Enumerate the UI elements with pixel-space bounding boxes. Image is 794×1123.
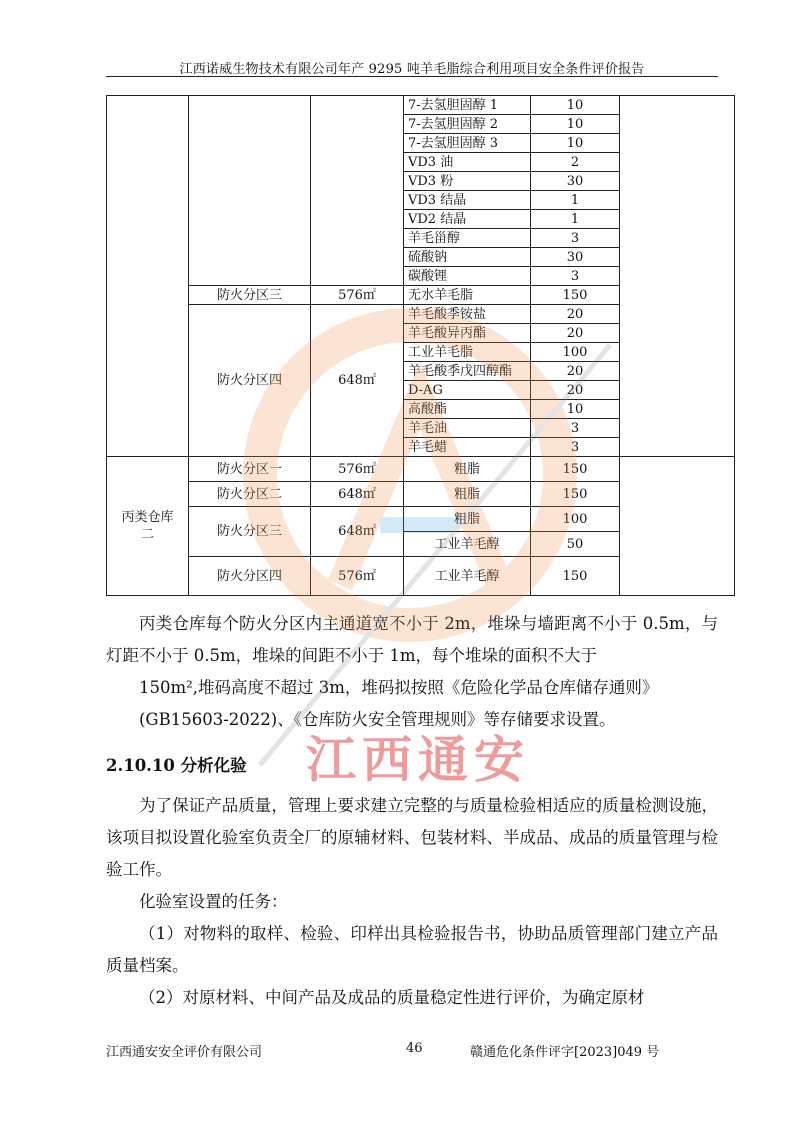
footer-doc-number: 赣通危化条件评字[2023]049 号 (470, 1045, 660, 1060)
table-row (107, 457, 735, 482)
qty-cell: 10 (531, 134, 620, 153)
qty-cell: 150 (531, 482, 620, 507)
material-cell: 羊毛甾醇 (404, 229, 531, 248)
qty-cell: 1 (531, 191, 620, 210)
remark-cell (620, 457, 735, 596)
area-cell: 576㎡ (311, 557, 404, 596)
material-cell: 无水羊毛脂 (404, 286, 531, 305)
material-cell: 粗脂 (404, 457, 531, 482)
warehouse-cell (107, 96, 189, 457)
material-cell: VD3 油 (404, 153, 531, 172)
area-cell (311, 96, 404, 286)
material-cell: 羊毛蜡 (404, 438, 531, 457)
page-number: 46 (406, 1041, 423, 1056)
material-cell: 高酸酯 (404, 400, 531, 419)
zone-cell: 防火分区四 (189, 557, 311, 596)
material-cell: 硫酸钠 (404, 248, 531, 267)
material-cell: 粗脂 (404, 482, 531, 507)
watermark-text: 江西通安 (306, 731, 530, 789)
paragraph-text: 化验室设置的任务： (139, 892, 288, 911)
material-cell: 羊毛酸季铵盐 (404, 305, 531, 324)
qty-cell: 1 (531, 210, 620, 229)
material-cell: 羊毛酸季戊四醇酯 (404, 362, 531, 381)
zone-cell: 防火分区二 (189, 482, 311, 507)
qty-cell: 10 (531, 96, 620, 115)
qty-cell: 150 (531, 457, 620, 482)
area-cell: 648㎡ (311, 482, 404, 507)
material-cell: 羊毛油 (404, 419, 531, 438)
material-cell: 粗脂 (404, 507, 531, 532)
material-cell: VD3 结晶 (404, 191, 531, 210)
zone-cell (189, 96, 311, 286)
paragraph-text: 丙类仓库每个防火分区内主通道宽不小于 2m，堆垛与墙距离不小于 0.5m，与灯距不小于 0.5m，堆垛的间距不小于 1m，每个堆垛的面积不大于 (106, 614, 718, 665)
material-cell: 7-去氢胆固醇 3 (404, 134, 531, 153)
area-cell: 576㎡ (311, 286, 404, 305)
paragraph-text: （1）对物料的取样、检验、印样出具检验报告书，协助品质管理部门建立产品质量档案。 (106, 924, 718, 975)
storage-paragraph (106, 608, 718, 736)
area-cell: 648㎡ (311, 305, 404, 457)
zone-cell: 防火分区三 (189, 286, 311, 305)
material-cell: 工业羊毛醇 (404, 532, 531, 557)
material-cell: 工业羊毛醇 (404, 557, 531, 596)
qty-cell: 50 (531, 532, 620, 557)
qty-cell: 3 (531, 438, 620, 457)
remark-cell (620, 96, 735, 457)
warehouse-cell: 丙类仓库二 (107, 457, 189, 596)
material-cell: 7-去氢胆固醇 1 (404, 96, 531, 115)
qty-cell: 10 (531, 400, 620, 419)
qty-cell: 100 (531, 343, 620, 362)
material-cell: 7-去氢胆固醇 2 (404, 115, 531, 134)
zone-cell: 防火分区四 (189, 305, 311, 457)
section-heading: 2.10.10 分析化验 (106, 756, 247, 775)
paragraph-text: （2）对原材料、中间产品及成品的质量稳定性进行评价，为确定原材 (139, 988, 645, 1007)
zone-cell: 防火分区一 (189, 457, 311, 482)
material-cell: 碳酸锂 (404, 267, 531, 286)
qty-cell: 20 (531, 381, 620, 400)
material-cell: 羊毛酸异丙酯 (404, 324, 531, 343)
qty-cell: 20 (531, 362, 620, 381)
paragraph-text: 为了保证产品质量，管理上要求建立完整的与质量检验相适应的质量检测设施，该项目拟设置化验室负责全厂的原辅材料、包装材料、半成品、成品的质量管理与检验工作。 (106, 796, 718, 879)
qty-cell: 3 (531, 267, 620, 286)
footer-company: 江西通安安全评价有限公司 (106, 1045, 263, 1060)
qty-cell: 3 (531, 419, 620, 438)
qty-cell: 150 (531, 557, 620, 596)
qty-cell: 2 (531, 153, 620, 172)
header-rule (106, 76, 718, 77)
page-header: 江西诺威生物技术有限公司年产 9295 吨羊毛脂综合利用项目安全条件评价报告 (179, 62, 645, 77)
storage-table (106, 95, 735, 596)
area-cell: 648㎡ (311, 507, 404, 557)
area-cell: 576㎡ (311, 457, 404, 482)
qty-cell: 20 (531, 305, 620, 324)
material-cell: VD3 粉 (404, 172, 531, 191)
material-cell: VD2 结晶 (404, 210, 531, 229)
qty-cell: 30 (531, 172, 620, 191)
qty-cell: 100 (531, 507, 620, 532)
qty-cell: 10 (531, 115, 620, 134)
paragraph-text: (GB15603-2022)、《仓库防火安全管理规则》等存储要求设置。 (139, 710, 616, 729)
table-row (107, 96, 735, 115)
material-cell: D-AG (404, 381, 531, 400)
qty-cell: 30 (531, 248, 620, 267)
paragraph-text: 150m²,堆码高度不超过 3m，堆码拟按照《危险化学品仓库储存通则》 (139, 678, 659, 697)
qty-cell: 3 (531, 229, 620, 248)
qty-cell: 150 (531, 286, 620, 305)
lab-section (106, 790, 718, 1014)
qty-cell: 20 (531, 324, 620, 343)
zone-cell: 防火分区三 (189, 507, 311, 557)
material-cell: 工业羊毛脂 (404, 343, 531, 362)
